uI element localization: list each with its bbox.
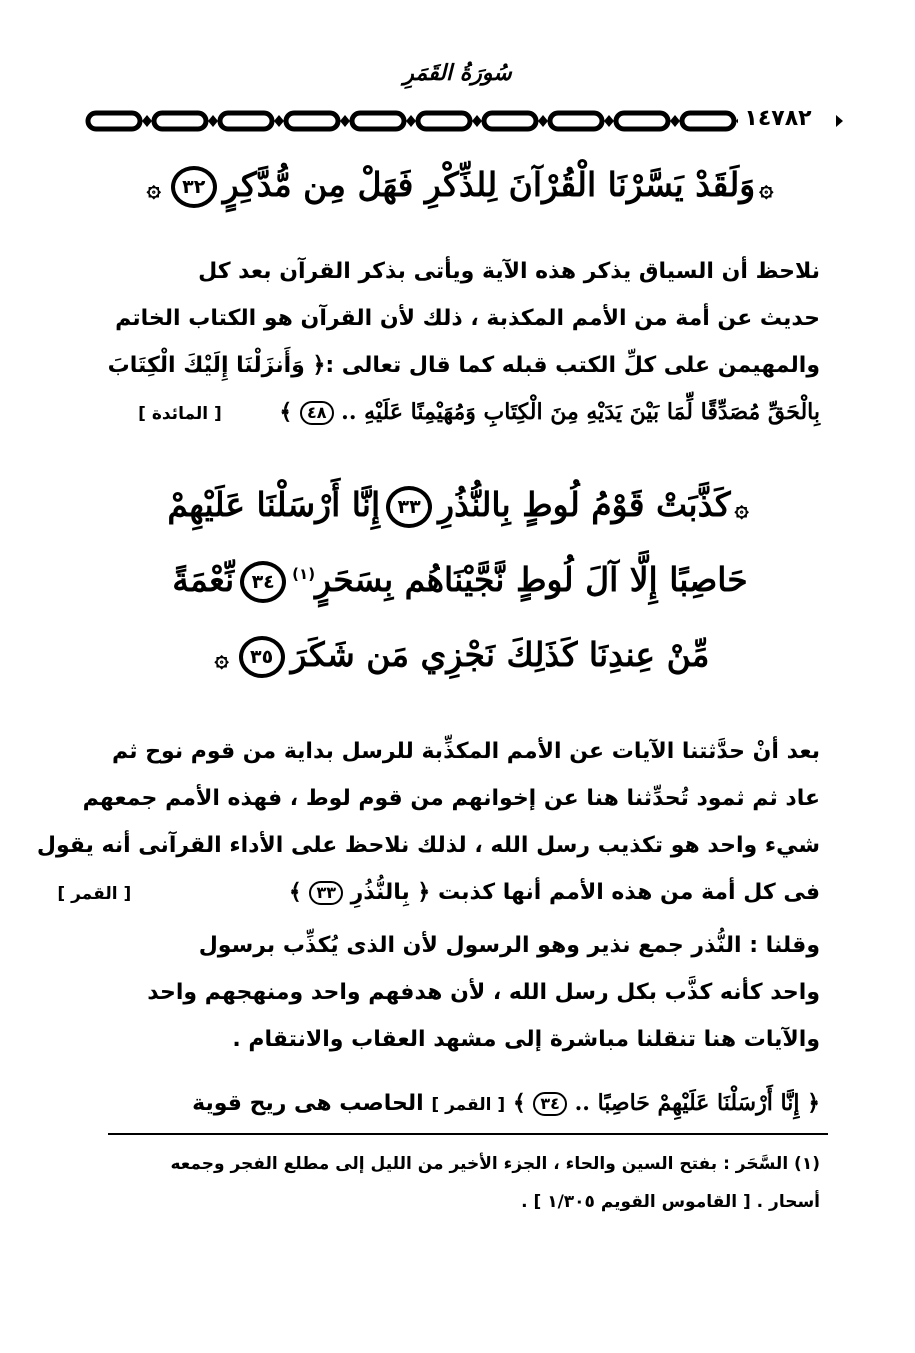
verse-number-48: ٤٨	[300, 401, 334, 425]
verse-35-text: مِّنْ عِندِنَا كَذَلِكَ نَجْزِي مَن شَكَرَ	[290, 635, 710, 674]
paragraph-line: نلاحظ أن السياق يذكر هذه الآية ويأتى بذكر القرآن بعد كل	[198, 259, 820, 284]
surah-reference: [ القمر ]	[57, 884, 132, 904]
paragraph-line: بعد أنْ حدَّثتنا الآيات عن الأمم المكذِّبة للرسل بداية من قوم نوح ثم	[112, 739, 820, 764]
paragraph-4	[108, 1080, 820, 1127]
footnote-line: أسحار . [ القاموس القويم ١/٣٠٥ ] .	[521, 1192, 820, 1212]
verse-32-text: وَلَقَدْ يَسَّرْنَا الْقُرْآنَ لِلذِّكْرِ فَهَلْ مِن مُّدَّكِرٍ	[222, 165, 756, 204]
paragraph-line: والآيات هنا تنقلنا مباشرة إلى مشهد العقاب والانتقام .	[232, 1027, 820, 1052]
paragraph-line: شيء واحد هو تكذيب رسل الله ، لذلك نلاحظ على الأداء القرآنى أنه يقول	[36, 833, 820, 858]
verse-35-start: نِّعْمَةً	[172, 560, 235, 599]
footnote-line: (١) السَّحَر : بفتح السين والحاء ، الجزء الأخير من الليل إلى مطلع الفجر وجمعه	[170, 1154, 820, 1174]
verse-number-33: ٣٣	[386, 486, 432, 528]
paragraph-line-last: بِالْحَقِّ مُصَدِّقًا لِّمَا بَيْنَ يَدَيْهِ مِنَ الْكِتَابِ وَمُهَيْمِنًا عَلَيْهِ .. ٤٨ ﴾ [ المائدة ]	[138, 399, 820, 425]
paragraph-line: حديث عن أمة من الأمم المكذبة ، ذلك لأن القرآن هو الكتاب الخاتم	[115, 306, 820, 331]
paragraph-line: والمهيمن على كلِّ الكتب قبله كما قال تعالى :﴿ وَأَنزَلْنَا إِلَيْكَ الْكِتَابَ	[107, 353, 820, 378]
quran-quote: بِالْحَقِّ مُصَدِّقًا لِّمَا بَيْنَ يَدَيْهِ مِنَ الْكِتَابِ وَمُهَيْمِنًا عَلَيْهِ ..	[341, 399, 820, 425]
paragraph-line: ﴿ إِنَّا أَرْسَلْنَا عَلَيْهِمْ حَاصِبًا .. ٣٤ ﴾ [ القمر ] الحاصب هى ريح قوية	[192, 1090, 820, 1116]
verse-line-3	[90, 635, 830, 678]
footnote-marker: (١)	[292, 565, 316, 583]
page-number: ١٤٧٨٢	[738, 104, 818, 134]
surah-reference: [ المائدة ]	[138, 404, 222, 424]
verse-ornament-icon: ۞	[734, 492, 749, 522]
verse-line-2	[90, 560, 830, 603]
paragraph-line: وقلنا : النُّذر جمع نذير وهو الرسول لأن الذى يُكذِّب برسول	[198, 933, 820, 958]
paragraph-1	[108, 248, 820, 436]
paragraph-3	[108, 922, 820, 1063]
paragraph-text: فى كل أمة من هذه الأمم أنها كذبت ﴿ بِالنُّذُرِ	[350, 880, 820, 905]
verse-34-start: إِنَّا أَرْسَلْنَا عَلَيْهِمْ	[167, 485, 381, 524]
quran-quote: ﴿ إِنَّا أَرْسَلْنَا عَلَيْهِمْ حَاصِبًا ..	[574, 1090, 820, 1116]
verse-number-32: ٣٢	[171, 166, 217, 208]
verse-ornament-icon: ۞	[146, 172, 161, 202]
paragraph-line: واحد كأنه كذَّب بكل رسل الله ، لأن هدفهم واحد ومنهجهم واحد	[147, 980, 820, 1005]
footnote	[108, 1145, 820, 1221]
verse-ornament-icon: ۞	[759, 172, 774, 202]
surah-title: سُورَةُ القَمَرِ	[403, 60, 512, 86]
paragraph-line: عاد ثم ثمود تُحدِّثنا هنا عن إخوانهم من قوم لوط ، فهذه الأمم جمعهم	[82, 786, 820, 811]
paragraph-2	[36, 728, 820, 916]
verse-number-33: ٣٣	[309, 881, 343, 905]
verse-number-34: ٣٤	[240, 561, 286, 603]
paragraph-line-last: فى كل أمة من هذه الأمم أنها كذبت ﴿ بِالنُّذُرِ ٣٣ ﴾ [ القمر ]	[57, 880, 820, 905]
surah-reference: [ القمر ]	[431, 1095, 506, 1115]
verse-ornament-icon: ۞	[214, 642, 229, 672]
verse-34-text: حَاصِبًا إِلَّا آلَ لُوطٍ نَّجَّيْنَاهُم بِسَحَرٍ	[315, 560, 748, 599]
header-ornament-band	[84, 104, 844, 138]
verse-line-1	[90, 485, 830, 528]
verse-33-text: كَذَّبَتْ قَوْمُ لُوطٍ بِالنُّذُرِ	[438, 485, 731, 524]
footnote-divider	[108, 1133, 828, 1135]
verse-number-34: ٣٤	[533, 1092, 567, 1116]
verse-number-35: ٣٥	[239, 636, 285, 678]
paragraph-text: الحاصب هى ريح قوية	[192, 1091, 424, 1116]
verse-32	[90, 165, 830, 208]
